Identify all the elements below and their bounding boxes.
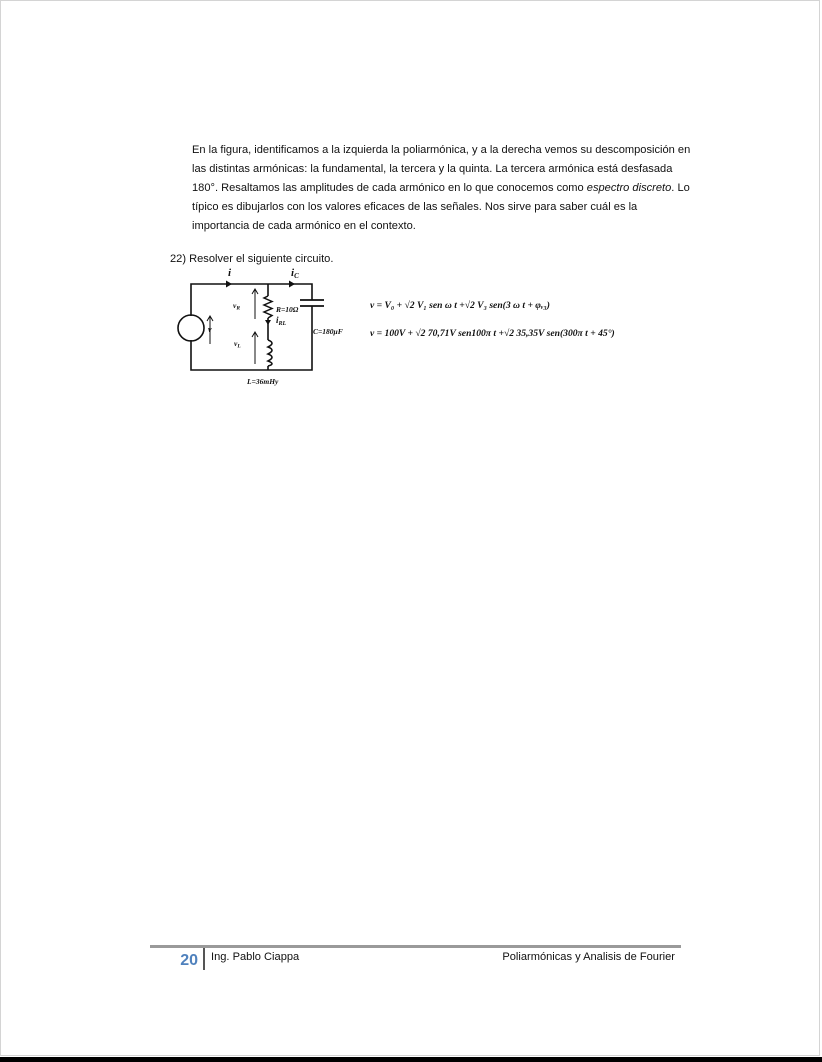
capacitor-label: C=180μF — [313, 327, 343, 336]
circuit-diagram — [170, 264, 360, 394]
current-arrow-ic — [289, 281, 295, 288]
current-arrow-i — [226, 281, 232, 288]
source-label: v — [208, 325, 212, 334]
resistor — [264, 296, 272, 318]
paragraph-emphasis: espectro discreto — [586, 182, 672, 194]
paragraph-text-part1: En la figura, identificamos a la izquierda la poliarmónica, y a la derecha vemos su descomposición en las distintas armónicas: la fundamental, la tercera y la quinta. La tercera armónica está desfasada 180°. Resaltamos las amplitudes de cada armónico en lo que conocemos como — [192, 144, 691, 194]
irl-label: $i_{RL}$ — [276, 315, 287, 327]
page-number: 20 — [180, 952, 198, 969]
current-ic-label: iC — [291, 267, 299, 280]
vr-polarity-arrow — [252, 289, 258, 319]
footer-author: Ing. Pablo Ciappa — [211, 951, 300, 963]
problem-heading: 22) Resolver el siguiente circuito. — [170, 253, 334, 265]
vl-label: $v_L$ — [234, 339, 241, 350]
inductor-label: L=36mHy — [247, 377, 279, 386]
vl-polarity-arrow — [252, 332, 258, 364]
current-i-label: i — [228, 267, 232, 279]
body-paragraph — [192, 141, 692, 236]
footer-divider — [203, 948, 205, 970]
footer-rule — [150, 945, 681, 948]
paragraph-text-part2: . Lo típico es dibujarlos con los valores eficaces de las señales. Nos sirve para saber cuál es la importancia de cada armónico en el contexto. — [192, 182, 690, 232]
equation-numeric: v = 100V + √2 70,71V sen100π t +√2 35,35V sen(300π t + 45°) — [370, 328, 615, 339]
vr-label: $v_R$ — [233, 301, 241, 312]
equation-general: v = V₀ + √2 V₁ sen ω t +√2 V₃ sen(3 ω t + φᵥ₃) — [370, 300, 550, 311]
footer-title: Poliarmónicas y Analisis de Fourier — [502, 951, 675, 963]
resistor-label: R=10Ω — [276, 305, 299, 314]
capacitor — [300, 300, 324, 306]
inductor — [268, 340, 272, 366]
irl-arrow — [265, 320, 271, 325]
voltage-source — [178, 315, 204, 341]
bottom-edge-bar — [0, 1057, 822, 1062]
